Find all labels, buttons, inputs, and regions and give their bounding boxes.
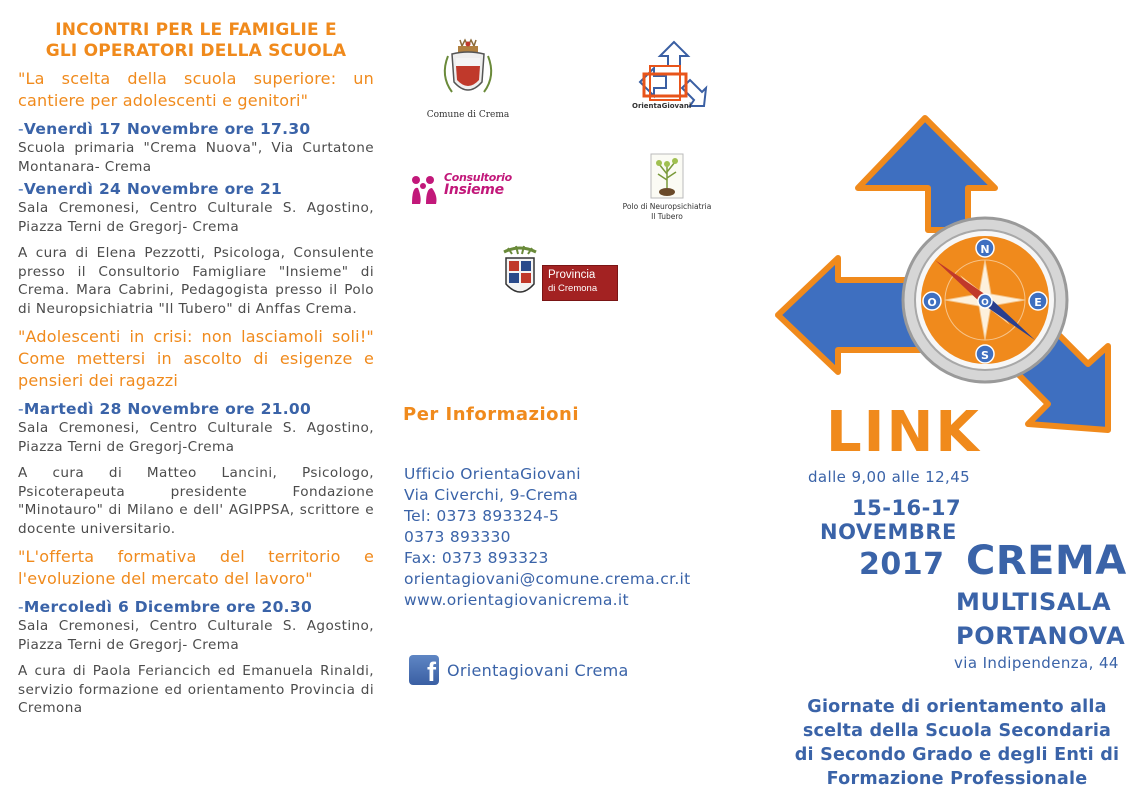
info-tel2[interactable]: 0373 893330: [404, 528, 511, 546]
date-dash: -: [18, 598, 24, 616]
consultorio-insieme-logo: [408, 170, 528, 210]
compass-south-label: S: [981, 349, 989, 362]
tagline-line4: Formazione Professionale: [826, 769, 1088, 789]
event-month: NOVEMBRE: [820, 520, 957, 544]
events-column: [18, 20, 374, 726]
date-text: Venerdì 17 Novembre ore 17.30: [23, 120, 311, 138]
orientagiovani-arrows-icon: [630, 38, 712, 112]
consultorio-name: [444, 172, 512, 197]
info-street: Via Civerchi, 9-Crema: [404, 486, 579, 504]
consultorio-people-icon: [408, 174, 442, 206]
date-text: Martedì 28 Novembre ore 21.00: [23, 400, 312, 418]
talk1-title: "La scelta della scuola superiore: un cantiere per adolescenti e genitori": [18, 69, 374, 110]
provincia-line2: di Cremona: [548, 283, 598, 294]
section-title-line2: GLI OPERATORI DELLA SCUOLA: [45, 41, 347, 61]
provincia-cremona-logo: [500, 244, 620, 302]
facebook-icon: f: [409, 655, 439, 685]
date-text: Venerdì 24 Novembre ore 21: [23, 180, 283, 198]
consultorio-line2: Insieme: [444, 182, 504, 198]
provincia-crest-icon: [500, 244, 540, 302]
event-venue-line2: PORTANOVA: [956, 622, 1126, 650]
event-hours: dalle 9,00 alle 12,45: [808, 468, 971, 486]
event-days: 15-16-17: [852, 496, 962, 520]
talk3-place: Sala Cremonesi, Centro Culturale S. Agostino, Piazza Terni de Gregorj- Crema: [18, 618, 374, 653]
comune-crema-logo: [418, 36, 518, 120]
polo-caption: [612, 202, 722, 222]
talk3-description: A cura di Paola Feriancich ed Emanuela Rinaldi, servizio formazione ed orientamento Provincia di Cremona: [18, 663, 374, 716]
date-dash: -: [18, 120, 24, 138]
provincia-name: [542, 265, 618, 301]
talk1-place2: Sala Cremonesi, Centro Culturale S. Agostino, Piazza Terni de Gregorj- Crema: [18, 200, 374, 235]
event-year: 2017: [859, 547, 945, 582]
talk1-description: A cura di Elena Pezzotti, Psicologa, Consulente presso il Consultorio Famigliare "Insieme" di Crema. Mara Cabrini, Pedagogista presso il Polo di Neuropsichiatria "Il Tubero" di Anffas Crema.: [18, 245, 374, 317]
provincia-line1: Provincia: [548, 269, 596, 281]
orientagiovani-logo: [630, 38, 712, 110]
talk2-title: "Adolescenti in crisi: non lasciamoli soli!" Come mettersi in ascolto di esigenze e pensieri dei ragazzi: [18, 327, 374, 390]
talk1-date1: [18, 120, 374, 139]
orientagiovani-caption: OrientaGiovani: [632, 102, 692, 110]
talk1-place1: Scuola primaria "Crema Nuova", Via Curtatone Montanara- Crema: [18, 140, 374, 175]
crema-crest-icon: [418, 36, 518, 106]
tagline-line1: Giornate di orientamento alla: [807, 697, 1107, 717]
info-fax: Fax: 0373 893323: [404, 549, 549, 567]
event-venue-line1: MULTISALA: [956, 588, 1112, 616]
info-heading: Per Informazioni: [403, 404, 580, 425]
date-text: Mercoledì 6 Dicembre ore 20.30: [23, 598, 313, 616]
date-dash: -: [18, 400, 24, 418]
date-dash: -: [18, 180, 24, 198]
info-email-link[interactable]: orientagiovani@comune.crema.cr.it: [404, 570, 691, 588]
info-office: Ufficio OrientaGiovani: [404, 465, 581, 483]
polo-line2: Il Tubero: [651, 212, 683, 221]
compass-east-label: E: [1034, 296, 1042, 309]
polo-line1: Polo di Neuropsichiatria: [622, 202, 712, 211]
tubero-plant-icon: [649, 152, 685, 200]
event-title: LINK: [826, 400, 981, 465]
talk3-date: [18, 598, 374, 617]
event-address: via Indipendenza, 44: [954, 654, 1119, 672]
polo-tubero-logo: [612, 152, 722, 222]
event-tagline: [776, 695, 1138, 791]
talk1-date2: [18, 180, 374, 199]
event-city: CREMA: [966, 538, 1127, 584]
info-website-link[interactable]: www.orientagiovanicrema.it: [404, 591, 629, 609]
tagline-line2: scelta della Scuola Secondaria: [802, 721, 1112, 741]
info-tel1[interactable]: Tel: 0373 893324-5: [404, 507, 560, 525]
comune-caption: Comune di Crema: [426, 110, 510, 120]
section-title: [18, 20, 374, 62]
talk2-place: Sala Cremonesi, Centro Culturale S. Agostino, Piazza Terni de Gregorj-Crema: [18, 420, 374, 455]
consultorio-line1: Consultorio: [444, 171, 512, 184]
tagline-line3: di Secondo Grado e degli Enti di: [794, 745, 1120, 765]
talk3-title: "L'offerta formativa del territorio e l'evoluzione del mercato del lavoro": [18, 547, 374, 588]
info-contact-block: [404, 464, 734, 611]
arrow-left-icon: [778, 258, 920, 372]
talk2-description: A cura di Matteo Lancini, Psicologo, Psicoterapeuta presidente Fondazione "Minotauro" di Milano e dell' AGIPPSA, scrittore e docente universitario.: [18, 465, 374, 537]
section-title-line1: INCONTRI PER LE FAMIGLIE E: [55, 20, 337, 40]
compass-center-label: O: [981, 298, 989, 308]
compass-west-label: O: [927, 296, 937, 309]
talk2-date: [18, 400, 374, 419]
compass-north-label: N: [980, 243, 990, 256]
facebook-page-name[interactable]: Orientagiovani Crema: [447, 661, 629, 680]
